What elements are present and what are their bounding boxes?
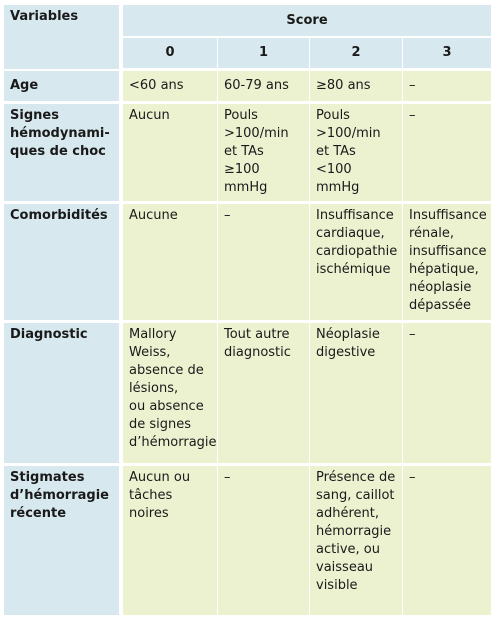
score-cell-2 — [310, 104, 403, 204]
header-row-score — [4, 5, 491, 38]
cell-text-line: ≥100 mmHg — [224, 162, 268, 195]
cell-text-line: 60-79 ans — [224, 78, 289, 93]
table-row — [4, 466, 491, 618]
table-row — [4, 104, 491, 204]
score-cell-3 — [403, 104, 491, 204]
score-cell-0 — [123, 323, 218, 466]
cell-text-line: Aucun — [129, 108, 170, 123]
cell-text-line: visible — [316, 578, 358, 593]
cell-text-line: >100/min — [224, 126, 289, 141]
cell-text-line: active, ou — [316, 542, 380, 557]
cell-text-line: <100 mmHg — [316, 162, 360, 195]
variable-signes-hemodynamiques — [4, 104, 123, 204]
score-cell-2 — [310, 204, 403, 323]
variable-label-line: Signes — [10, 108, 59, 123]
variable-diagnostic — [4, 323, 123, 466]
score-column-0: 0 — [123, 38, 218, 71]
cell-text-line: Insuffisance — [316, 208, 394, 223]
score-cell-1 — [218, 204, 310, 323]
cell-text-line: et TAs — [224, 144, 264, 159]
table-row — [4, 204, 491, 323]
cell-text-line: tâches noires — [129, 488, 173, 521]
cell-text-line: digestive — [316, 345, 376, 360]
variable-age — [4, 71, 123, 104]
cell-text-line: néoplasie — [409, 280, 472, 295]
cell-text-line: sang, caillot — [316, 488, 395, 503]
cell-text-line: absence de — [129, 363, 204, 378]
cell-text-line: d’hémorragie — [129, 435, 217, 450]
variable-label-line: récente — [10, 506, 67, 521]
score-cell-0 — [123, 466, 218, 618]
cell-text-line: ou absence — [129, 399, 204, 414]
score-cell-1 — [218, 71, 310, 104]
table-body — [4, 71, 491, 618]
cell-text-line: Aucune — [129, 208, 178, 223]
cell-text-line: ischémique — [316, 262, 391, 277]
cell-text-line: Mallory — [129, 327, 177, 342]
cell-text-line: hépatique, — [409, 262, 479, 277]
cell-text-line: ≥80 ans — [316, 78, 371, 93]
cell-text-line: Insuffisance — [409, 208, 487, 223]
cell-text-line: hémorragie — [316, 524, 392, 539]
score-cell-1 — [218, 466, 310, 618]
cell-text-line: Pouls — [224, 108, 258, 123]
variable-comorbidites — [4, 204, 123, 323]
score-cell-3 — [403, 204, 491, 323]
score-cell-1 — [218, 323, 310, 466]
cell-text-line: – — [409, 470, 416, 485]
cell-text-line: rénale, — [409, 226, 455, 241]
cell-text-line: Néoplasie — [316, 327, 380, 342]
variable-label-line: d’hémorragie — [10, 488, 109, 503]
cell-text-line: – — [409, 78, 416, 93]
cell-text-line: vaisseau — [316, 560, 374, 575]
cell-text-line: dépassée — [409, 298, 472, 313]
cell-text-line: diagnostic — [224, 345, 291, 360]
cell-text-line: – — [409, 327, 416, 342]
score-cell-3 — [403, 71, 491, 104]
score-cell-3 — [403, 323, 491, 466]
score-cell-3 — [403, 466, 491, 618]
variable-label-line: ques de choc — [10, 144, 106, 159]
cell-text-line: de signes — [129, 417, 192, 432]
score-cell-0 — [123, 71, 218, 104]
variable-stigmates-hemorragie — [4, 466, 123, 618]
score-cell-0 — [123, 204, 218, 323]
score-header: Score — [123, 5, 491, 38]
score-cell-2 — [310, 323, 403, 466]
variable-label-line: Comorbidités — [10, 208, 108, 223]
cell-text-line: – — [224, 470, 231, 485]
cell-text-line: Aucun ou — [129, 470, 191, 485]
score-column-1: 1 — [218, 38, 310, 71]
cell-text-line: insuffisance — [409, 244, 487, 259]
score-cell-2 — [310, 466, 403, 618]
variable-label-line: Diagnostic — [10, 327, 88, 342]
table-row — [4, 71, 491, 104]
cell-text-line: lésions, — [129, 381, 179, 396]
cell-text-line: Weiss, — [129, 345, 171, 360]
cell-text-line: – — [224, 208, 231, 223]
table-row — [4, 323, 491, 466]
cell-text-line: – — [409, 108, 416, 123]
cell-text-line: <60 ans — [129, 78, 184, 93]
score-column-2: 2 — [310, 38, 403, 71]
cell-text-line: cardiaque, — [316, 226, 385, 241]
score-cell-0 — [123, 104, 218, 204]
score-cell-1 — [218, 104, 310, 204]
variable-label-line: Age — [10, 78, 39, 93]
cell-text-line: cardiopathie — [316, 244, 398, 259]
variables-header: Variables — [4, 5, 123, 71]
variable-label-line: hémodynami- — [10, 126, 110, 141]
cell-text-line: >100/min — [316, 126, 381, 141]
variable-label-line: Stigmates — [10, 470, 85, 485]
score-column-3: 3 — [403, 38, 491, 71]
cell-text-line: Présence de — [316, 470, 396, 485]
rockall-score-table — [4, 5, 491, 618]
cell-text-line: Pouls — [316, 108, 350, 123]
cell-text-line: et TAs — [316, 144, 356, 159]
score-cell-2 — [310, 71, 403, 104]
cell-text-line: Tout autre — [224, 327, 290, 342]
cell-text-line: adhérent, — [316, 506, 379, 521]
